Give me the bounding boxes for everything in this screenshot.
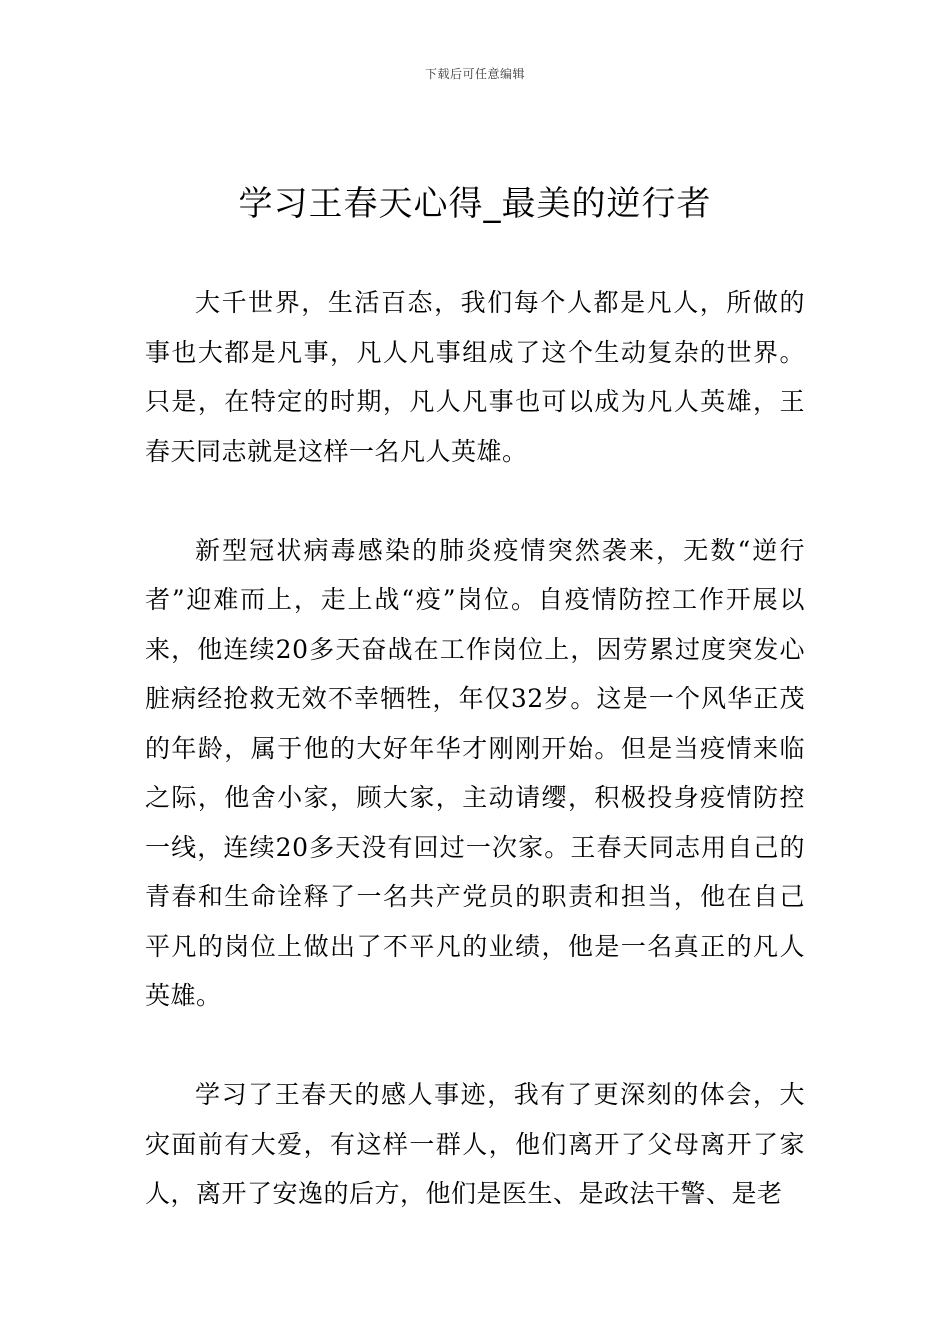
paragraph-1: 大千世界，生活百态，我们每个人都是凡人，所做的事也大都是凡事，凡人凡事组成了这个生动复杂的世界。只是，在特定的时期，凡人凡事也可以成为凡人英雄，王春天同志就是这样一名凡人英雄。	[145, 288, 805, 466]
paragraph-3: 学习了王春天的感人事迹，我有了更深刻的体会，大灾面前有大爱，有这样一群人，他们离开了父母离开了家人，离开了安逸的后方，他们是医生、是政法干警、是老	[145, 1080, 805, 1208]
document-body	[145, 278, 805, 1219]
document-title: 学习王春天心得_最美的逆行者	[238, 184, 712, 224]
page-header-note: 下载后可任意编辑	[424, 67, 525, 81]
paragraph-2: 新型冠状病毒感染的肺炎疫情突然袭来，无数“逆行者”迎难而上，走上战“疫”岗位。自疫情防控工作开展以来，他连续20多天奋战在工作岗位上，因劳累过度突发心脏病经抢救无效不幸牺牲，年仅32岁。这是一个风华正茂的年龄，属于他的大好年华才刚刚开始。但是当疫情来临之际，他舍小家，顾大家，主动请缨，积极投身疫情防控一线，连续20多天没有回过一次家。王春天同志用自己的青春和生命诠释了一名共产党员的职责和担当，他在自己平凡的岗位上做出了不平凡的业绩，他是一名真正的凡人英雄。	[145, 535, 805, 1010]
